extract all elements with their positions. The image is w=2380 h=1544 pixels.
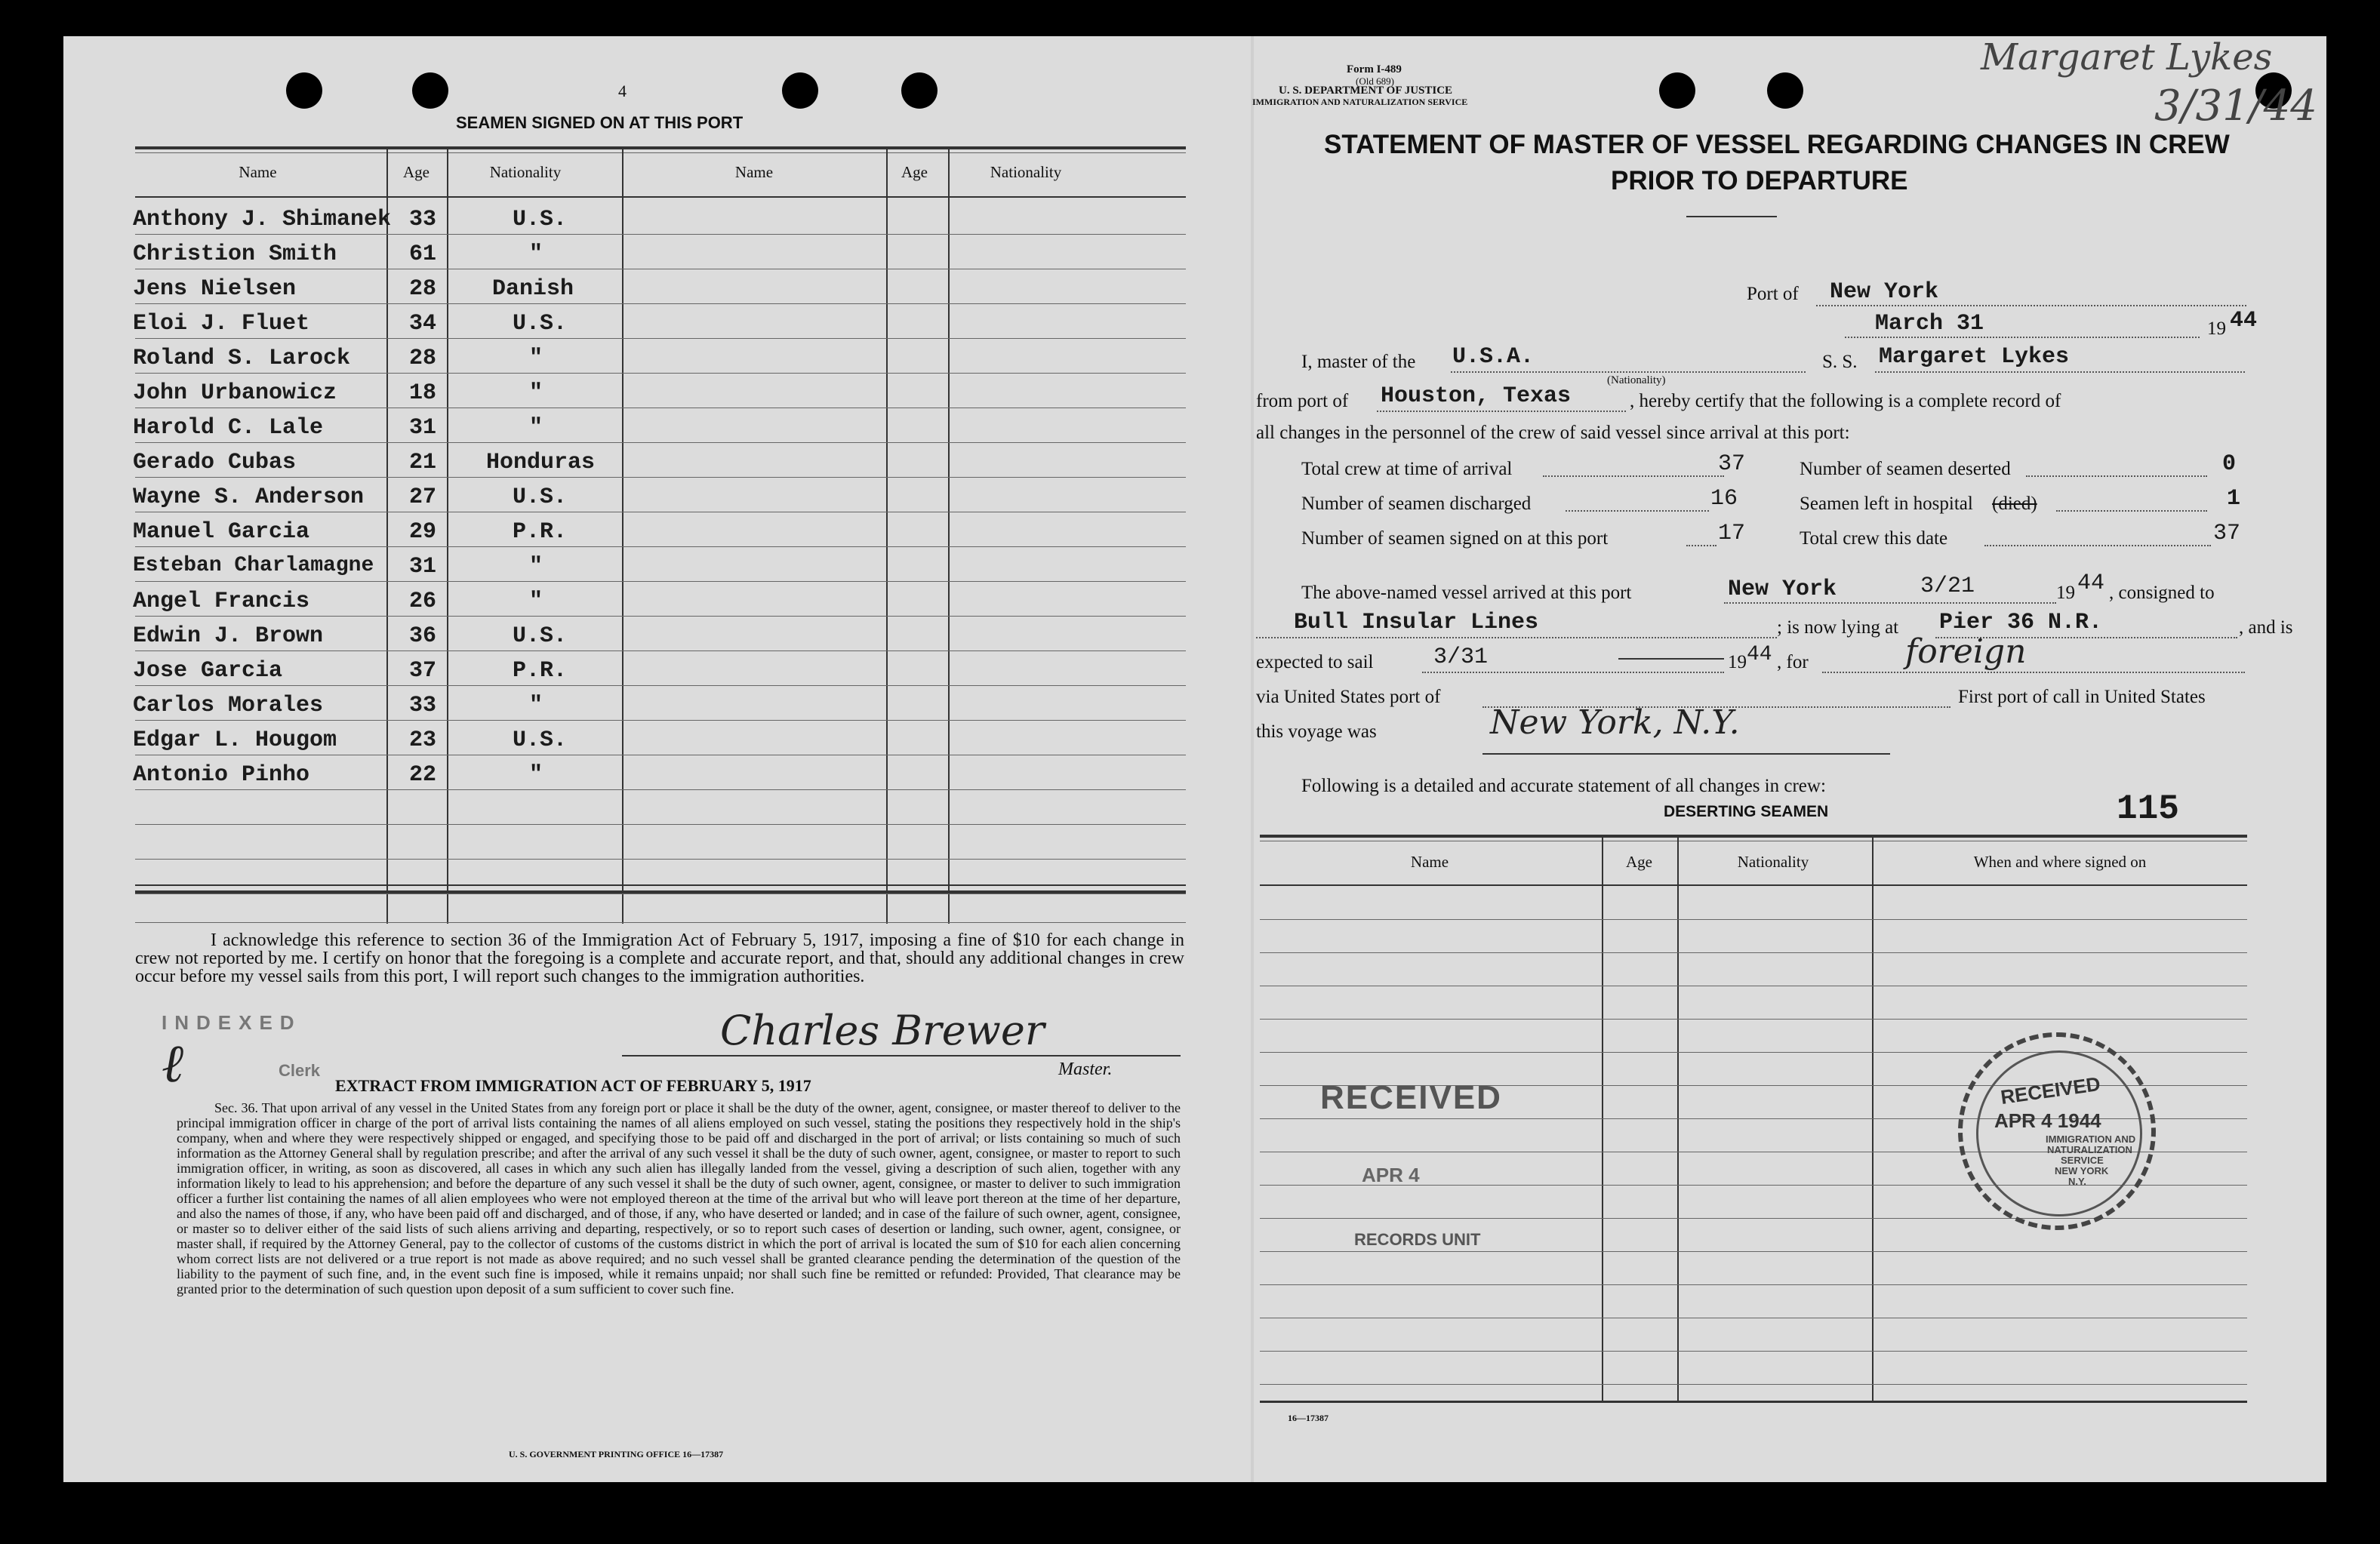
total-date-label: Total crew this date [1800,528,1948,549]
hospital-value: 1 [2227,486,2241,512]
leader-dots [1984,545,2211,546]
signed-on-value: 17 [1718,521,1746,546]
form-number: Form I-489 [1347,63,1402,75]
acknowledgement-text: I acknowledge this reference to section 36 of the Immigration Act of February 5, 1917, imposing a fine of $10 for each change in crew not reported by me. I certify on honor that the foregoing is a complete and accurate report, and that, should any additional changes in crew occur before my vessel sails from this port, I will report such changes to the immigration authorities. [135,930,1184,986]
row-rule [135,581,1186,582]
seaman-age: 26 [409,589,437,614]
col-divider [622,146,623,924]
seaman-nationality: P.R. [513,519,568,545]
pier-value: Pier 36 N.R. [1939,610,2103,635]
seaman-nationality: U.S. [513,727,568,753]
seaman-name: Anthony J. Shimanek [133,207,392,232]
seaman-name: Angel Francis [133,589,310,614]
clerk-initial: ℓ [162,1032,184,1094]
deserted-label: Number of seamen deserted [1800,459,2011,479]
title-underline [1686,216,1777,217]
punch-hole [1659,72,1695,109]
total-arrival-value: 37 [1718,451,1746,477]
desert-row-rule [1260,1384,2247,1385]
page-fold [1251,36,1254,1482]
leader-dots [2056,510,2207,512]
seaman-age: 22 [409,762,437,788]
row-rule [135,477,1186,478]
date-value: March 31 [1875,311,1984,337]
seaman-nationality: " [529,589,543,614]
date-fill-line [1845,337,2200,338]
for-text: , for [1777,652,1809,672]
destination-value: foreign [1905,632,2027,671]
leader-dots [1543,475,1724,477]
arrived-fill-line [1724,602,2056,604]
via-text: via United States port of [1256,687,1441,707]
seaman-name: Edwin J. Brown [133,623,324,649]
desert-table-top [1260,835,2247,838]
table-end-rule [135,922,1186,923]
desert-row-rule [1260,1251,2247,1252]
signature-line [622,1055,1181,1057]
desert-row-rule [1260,919,2247,920]
table-top-rule-2 [135,152,1186,153]
seaman-age: 28 [409,276,437,302]
punch-hole [286,72,322,109]
round-received-stamp [1958,1032,2156,1230]
document-sheet [63,36,2326,1482]
desert-header-rule [1260,884,2247,886]
leader-dots [2026,475,2207,477]
sail-fill-line [1422,672,1724,673]
sail-date-value: 3/31 [1433,644,1489,670]
seaman-name: Esteban Charlamagne [133,554,374,577]
punch-hole [782,72,818,109]
header-rule [135,196,1186,198]
seaman-name: Carlos Morales [133,693,324,718]
seaman-nationality: " [529,693,543,718]
seaman-name: Jose Garcia [133,658,283,684]
col-divider [886,146,888,924]
seaman-nationality: U.S. [513,623,568,649]
voyage-value: New York, N.Y. [1490,703,1740,742]
department: U. S. DEPARTMENT OF JUSTICE [1279,85,1453,97]
desert-col-nationality: Nationality [1737,853,1809,871]
seaman-nationality: U.S. [513,311,568,337]
seaman-nationality: P.R. [513,658,568,684]
seaman-nationality: Danish [492,276,574,302]
arrived-text: The above-named vessel arrived at this port [1301,583,1632,603]
table-bottom-rule [135,884,1186,886]
arrived-year-prefix: 19 [2056,583,2075,603]
destination-fill-line [1822,672,2245,673]
seaman-age: 29 [409,519,437,545]
col-header-name: Name [239,163,277,181]
extract-title: EXTRACT FROM IMMIGRATION ACT OF FEBRUARY 5, 1917 [335,1076,811,1095]
row-rule [135,616,1186,617]
round-stamp-line: SERVICE [2061,1155,2104,1166]
desert-col-signed-on: When and where signed on [1973,853,2147,871]
total-date-value: 37 [2213,521,2241,546]
clerk-label: Clerk [279,1061,321,1080]
desert-row-rule [1260,1351,2247,1352]
form-title-line-2: PRIOR TO DEPARTURE [1611,166,1908,195]
col-header-age: Age [403,163,430,181]
leader-dots [1686,545,1716,546]
row-rule [135,546,1186,547]
round-stamp-line: N.Y. [2068,1176,2086,1187]
row-rule [135,893,1186,894]
ss-label: S. S. [1822,352,1858,372]
from-port-value: Houston, Texas [1381,383,1572,409]
seaman-nationality: " [529,346,543,371]
seaman-name: Eloi J. Fluet [133,311,310,337]
col-header-nationality-2: Nationality [990,163,1062,181]
round-stamp-line: IMMIGRATION AND [2046,1133,2136,1145]
extract-text: Sec. 36. That upon arrival of any vessel in the United States from any foreign port or place it shall be the duty of the owner, agent, consignee, or master thereof to deliver to the principal immigration officer in charge of the port of arrival lists containing the names of all aliens employed on such vessel, stating the positions they respectively hold in the ship's company, when and where they were respectively shipped or engaged, and specifying those to be paid off and discharged in the port of arrival; or lists containing so much of such information as the Attorney General shall by regulation prescribe; and after the arrival of any such vessel it shall be the duty of such owner, agent, consignee, or master to report to such immigration officer, in writing, as soon as discovered, all cases in which any such alien has illegally landed from the vessel, giving a description of such alien, together with any information likely to lead to his apprehension; and before the departure of any such vessel it shall be the duty of such owner, agent, consignee, or master to deliver to such immigration officer a further list containing the names of all alien employees who were not employed thereon at the time of the arrival but who will leave port thereon at the time of her departure, and also the names of those, if any, who have been paid off and discharged, and of those, if any, who have deserted or landed; and in case of the failure of such owner, agent, consignee, or master so to deliver either of the said lists of such aliens arriving and departing, respectively, or so to report such cases of desertion or landing, such owner, agent, consignee, or master shall, if required by the Attorney General, pay to the collector of customs of the customs district in which the port of arrival is located the sum of $10 for each alien concerning whom correct lists are not delivered or a true report is not made as above required; and no such vessel shall be granted clearance pending the determination of the question of the liability to the payment of such fine, and, in the event such fine is imposed, while it remains unpaid; nor shall such fine be remitted or refunded: Provided, That clearance may be granted prior to the determination of such question upon deposit of a sum sufficient to cover such fine. [177,1100,1181,1296]
seaman-name: John Urbanowicz [133,380,337,406]
leader-dots [1566,510,1709,512]
arrived-year-value: 44 [2077,571,2105,596]
seaman-age: 18 [409,380,437,406]
voyage-text: this voyage was [1256,721,1377,742]
col-header-name-2: Name [734,163,774,181]
desert-row-rule [1260,952,2247,953]
voyage-fill-line [1482,753,1890,755]
col-divider [447,146,448,924]
seaman-nationality: " [529,415,543,441]
master-signature: Charles Brewer [720,1007,1045,1054]
form-old-number: (Old 689) [1356,75,1394,87]
seaman-age: 27 [409,484,437,510]
seaman-name: Edgar L. Hougom [133,727,337,753]
row-rule [135,685,1186,686]
seaman-age: 33 [409,693,437,718]
desert-row-rule [1260,1284,2247,1285]
ship-fill-line [1875,371,2245,373]
sail-year-prefix: 19 [1728,652,1747,672]
master-of-label: I, master of the [1301,352,1416,372]
punch-hole [1767,72,1803,109]
seaman-age: 36 [409,623,437,649]
seaman-age: 28 [409,346,437,371]
page-number: 4 [618,82,627,100]
round-stamp-received: RECEIVED [1999,1072,2102,1109]
all-changes-text: all changes in the personnel of the crew of said vessel since arrival at this port: [1256,423,1850,443]
seaman-nationality: " [529,241,543,267]
seaman-age: 31 [409,415,437,441]
seaman-name: Harold C. Lale [133,415,324,441]
table-bottom-rule-2 [135,890,1186,893]
nationality-fill-line [1451,371,1806,373]
footer-code: 16—17387 [1288,1413,1329,1423]
handwritten-date-note: 3/31/44 [2154,82,2317,131]
nationality-value: U.S.A. [1452,344,1535,370]
desert-col-name: Name [1410,853,1449,871]
desert-row-rule [1260,1019,2247,1020]
certify-text: , hereby certify that the following is a complete record of [1630,391,2061,411]
seaman-age: 61 [409,241,437,267]
discharged-value: 16 [1710,486,1738,512]
port-value: New York [1830,279,1939,305]
row-rule [135,234,1186,235]
signed-on-label: Number of seamen signed on at this port [1301,528,1609,549]
service: IMMIGRATION AND NATURALIZATION SERVICE [1252,97,1468,107]
sail-year-value: 44 [1747,643,1772,666]
expected-text: expected to sail [1256,652,1374,672]
received-stamp: RECEIVED [1320,1079,1502,1116]
round-stamp-line: NEW YORK [2055,1165,2109,1176]
seaman-age: 34 [409,311,437,337]
discharged-label: Number of seamen discharged [1301,494,1532,514]
table-top-rule [135,146,1186,149]
consigned-text: , consigned to [2109,583,2215,603]
master-label: Master. [1058,1060,1113,1079]
col-header-nationality: Nationality [489,163,562,181]
consignee-value: Bull Insular Lines [1294,610,1539,635]
seaman-name: Roland S. Larock [133,346,351,371]
nationality-caption: (Nationality) [1607,374,1666,386]
round-stamp-date: APR 4 1944 [1994,1109,2101,1132]
seaman-name: Wayne S. Anderson [133,484,365,510]
seaman-name: Antonio Pinho [133,762,310,788]
seaman-nationality: U.S. [513,207,568,232]
punch-hole [901,72,938,109]
port-label: Port of [1747,284,1799,304]
row-rule [135,824,1186,825]
section-title: SEAMEN SIGNED ON AT THIS PORT [456,113,744,132]
hospital-died-struck: (died) [1992,494,2037,514]
indexed-stamp: INDEXED [162,1011,302,1034]
year-value: 44 [2230,308,2258,334]
col-divider [948,146,950,924]
hospital-label: Seamen left in hospital [1800,494,1973,514]
lying-text: ; is now lying at [1777,617,1899,638]
row-rule [135,789,1186,790]
col-header-age-2: Age [901,163,928,181]
following-text: Following is a detailed and accurate statement of all changes in crew: [1301,776,1826,796]
seaman-age: 23 [409,727,437,753]
seaman-nationality: " [529,380,543,406]
sail-dash [1618,658,1724,660]
deserting-title: DESERTING SEAMEN [1664,803,1829,820]
year-prefix: 19 [2207,318,2226,339]
ship-name-value: Margaret Lykes [1879,344,2070,370]
seaman-nationality: Honduras [486,450,596,475]
document-number: 115 [2117,789,2179,829]
arrived-date-value: 3/21 [1920,574,1975,599]
row-rule [135,442,1186,443]
row-rule [135,338,1186,339]
seaman-name: Manuel Garcia [133,519,310,545]
received-date-stamp: APR 4 [1362,1164,1420,1186]
consignee-fill-line [1256,637,1777,638]
desert-col-age: Age [1626,853,1652,871]
from-port-label: from port of [1256,391,1349,411]
total-arrival-label: Total crew at time of arrival [1301,459,1513,479]
from-port-fill-line [1377,411,1626,412]
row-rule [135,720,1186,721]
first-port-text: First port of call in United States [1958,687,2206,707]
punch-hole [412,72,448,109]
records-unit-stamp: RECORDS UNIT [1354,1230,1481,1249]
seaman-nationality: " [529,762,543,788]
col-divider [386,146,388,924]
arrived-port-value: New York [1728,577,1837,602]
and-is-text: , and is [2239,617,2293,638]
seaman-age: 37 [409,658,437,684]
seaman-nationality: U.S. [513,484,568,510]
seaman-name: Jens Nielsen [133,276,297,302]
seaman-name: Gerado Cubas [133,450,297,475]
row-rule [135,859,1186,860]
seaman-age: 33 [409,207,437,232]
port-fill-line [1816,305,2246,306]
desert-table-bottom [1260,1401,2247,1403]
seaman-age: 31 [409,554,437,580]
handwritten-ship-note: Margaret Lykes [1981,36,2273,78]
deserted-value: 0 [2222,451,2237,477]
seaman-name: Christion Smith [133,241,337,267]
form-title-line-1: STATEMENT OF MASTER OF VESSEL REGARDING CHANGES IN CREW [1324,130,2230,159]
round-stamp-line: NATURALIZATION [2047,1144,2132,1155]
row-rule [135,303,1186,304]
seaman-nationality: " [529,554,543,580]
row-rule [135,373,1186,374]
gpo-imprint: U. S. GOVERNMENT PRINTING OFFICE 16—17387 [509,1449,724,1459]
seaman-age: 21 [409,450,437,475]
